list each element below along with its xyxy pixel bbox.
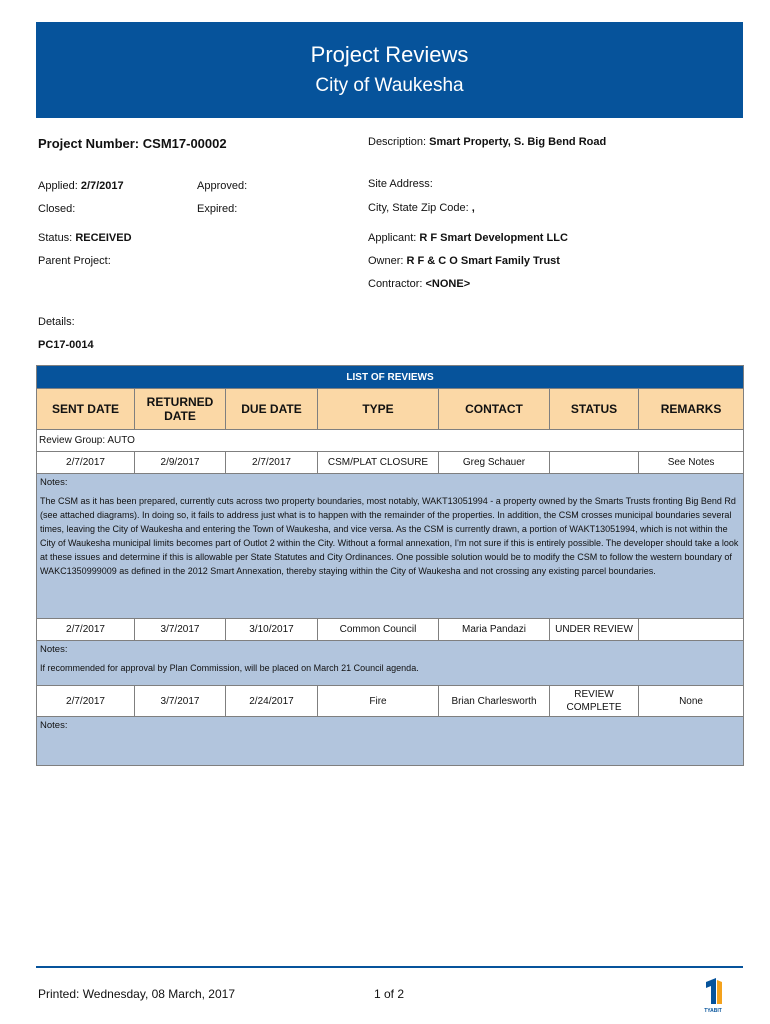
reviews-title: LIST OF REVIEWS xyxy=(37,366,744,389)
expired xyxy=(197,203,237,215)
notes-text: The CSM as it has been prepared, currently cuts across two property boundaries, most notably, WAKT13051994 - a property owned by the Smarts Trusts fronting Big Bend Rd (see attached diagrams). In doing so, it fails to address just what is to happen with the remainder of the properties. In addition, the CSM crosses municipal boundaries several times, leaving the City of Waukesha and entering the Town of Waukesha, and vice versa. As the CSM is currently drawn, a portion of WAKT13051994, which is not within the City of Waukesha municipal limits becomes part of Outlot 2 within the City. Without a formal annexation, I'm not sure if this is entirely possible. The developer should take a look at these issues and determine if this is allowable per State Statutes and City Ordinances. One possible solution would be to modify the CSM to follow the western boundary of WAKC1350999009 as defined in the 2012 Smart Annexation, thereby staying within the City of Waukesha and not crossing any existing parcel boundaries. xyxy=(40,496,739,576)
notes-label: Notes: xyxy=(40,477,68,488)
site-address xyxy=(368,178,433,190)
notes-cell xyxy=(37,474,744,619)
project-number-value: CSM17-00002 xyxy=(142,136,227,151)
cell-status: UNDER REVIEW xyxy=(550,619,639,641)
status-value: RECEIVED xyxy=(75,232,132,244)
col-returned-line1: RETURNED xyxy=(146,395,214,409)
page-number: 1 of 2 xyxy=(374,987,405,1001)
project-number-label: Project Number: xyxy=(38,136,140,151)
details-value: PC17-0014 xyxy=(38,339,94,351)
owner xyxy=(368,255,560,267)
logo-text: TYABIT xyxy=(704,1008,722,1014)
notes-cell xyxy=(37,717,744,766)
notes-row xyxy=(37,474,744,619)
approved-label: Approved: xyxy=(197,180,248,192)
title-banner xyxy=(36,22,743,118)
applied xyxy=(38,180,124,192)
applicant-value: R F Smart Development LLC xyxy=(419,232,568,244)
contractor-value: <NONE> xyxy=(425,278,471,290)
col-sent-date: SENT DATE xyxy=(37,389,135,430)
contractor-label: Contractor: xyxy=(368,278,423,290)
applied-value: 2/7/2017 xyxy=(80,180,124,192)
parent-label: Parent Project: xyxy=(38,255,111,267)
cell-status: REVIEW COMPLETE xyxy=(550,686,639,717)
cell-remarks: None xyxy=(639,686,744,717)
col-due-date: DUE DATE xyxy=(226,389,318,430)
notes-row xyxy=(37,641,744,686)
col-status: STATUS xyxy=(550,389,639,430)
cell-sent: 2/7/2017 xyxy=(37,686,135,717)
parent-project xyxy=(38,255,111,267)
cell-due: 3/10/2017 xyxy=(226,619,318,641)
applicant-label: Applicant: xyxy=(368,232,417,244)
notes-text: If recommended for approval by Plan Commission, will be placed on March 21 Council agenda. xyxy=(40,663,419,673)
cell-remarks: See Notes xyxy=(639,452,744,474)
table-row xyxy=(37,619,744,641)
cell-sent: 2/7/2017 xyxy=(37,452,135,474)
cell-sent: 2/7/2017 xyxy=(37,619,135,641)
printed-date: Printed: Wednesday, 08 March, 2017 xyxy=(38,987,236,1001)
details-label: Details: xyxy=(38,316,75,328)
cell-due: 2/7/2017 xyxy=(226,452,318,474)
cell-due: 2/24/2017 xyxy=(226,686,318,717)
status xyxy=(38,232,132,244)
table-row xyxy=(37,452,744,474)
notes-row xyxy=(37,717,744,766)
closed xyxy=(38,203,75,215)
notes-label: Notes: xyxy=(40,644,68,655)
site-address-label: Site Address: xyxy=(368,178,433,190)
owner-value: R F & C O Smart Family Trust xyxy=(406,255,560,267)
cell-contact: Greg Schauer xyxy=(439,452,550,474)
description-value: Smart Property, S. Big Bend Road xyxy=(429,136,607,148)
review-group: Review Group: AUTO xyxy=(37,430,744,452)
cell-type: CSM/PLAT CLOSURE xyxy=(318,452,439,474)
cell-contact: Maria Pandazi xyxy=(439,619,550,641)
page-title: Project Reviews xyxy=(310,42,469,67)
cell-status xyxy=(550,452,639,474)
cell-type: Fire xyxy=(318,686,439,717)
description-label: Description: xyxy=(368,136,427,148)
cell-returned: 3/7/2017 xyxy=(135,686,226,717)
footer-divider xyxy=(36,966,743,968)
col-remarks: REMARKS xyxy=(639,389,744,430)
contractor xyxy=(368,278,470,290)
description xyxy=(368,136,606,148)
col-returned-date xyxy=(135,389,226,430)
col-returned-line2: DATE xyxy=(164,409,196,423)
col-type: TYPE xyxy=(318,389,439,430)
cell-returned: 3/7/2017 xyxy=(135,619,226,641)
city-state-zip xyxy=(368,202,475,214)
expired-label: Expired: xyxy=(197,203,238,215)
approved xyxy=(197,180,247,192)
cell-type: Common Council xyxy=(318,619,439,641)
tyabit-logo-icon xyxy=(702,976,724,1014)
closed-label: Closed: xyxy=(38,203,76,215)
table-row xyxy=(37,686,744,717)
status-label: Status: xyxy=(38,232,73,244)
cell-remarks xyxy=(639,619,744,641)
cell-returned: 2/9/2017 xyxy=(135,452,226,474)
cell-contact: Brian Charlesworth xyxy=(439,686,550,717)
owner-label: Owner: xyxy=(368,255,404,267)
project-number xyxy=(38,136,227,151)
city-value: , xyxy=(471,202,475,214)
page-subtitle: City of Waukesha xyxy=(315,75,464,96)
notes-cell xyxy=(37,641,744,686)
reviews-table xyxy=(36,365,743,766)
col-contact: CONTACT xyxy=(439,389,550,430)
applicant xyxy=(368,232,568,244)
notes-label: Notes: xyxy=(40,720,68,731)
applied-label: Applied: xyxy=(38,180,78,192)
city-label: City, State Zip Code: xyxy=(368,202,469,214)
